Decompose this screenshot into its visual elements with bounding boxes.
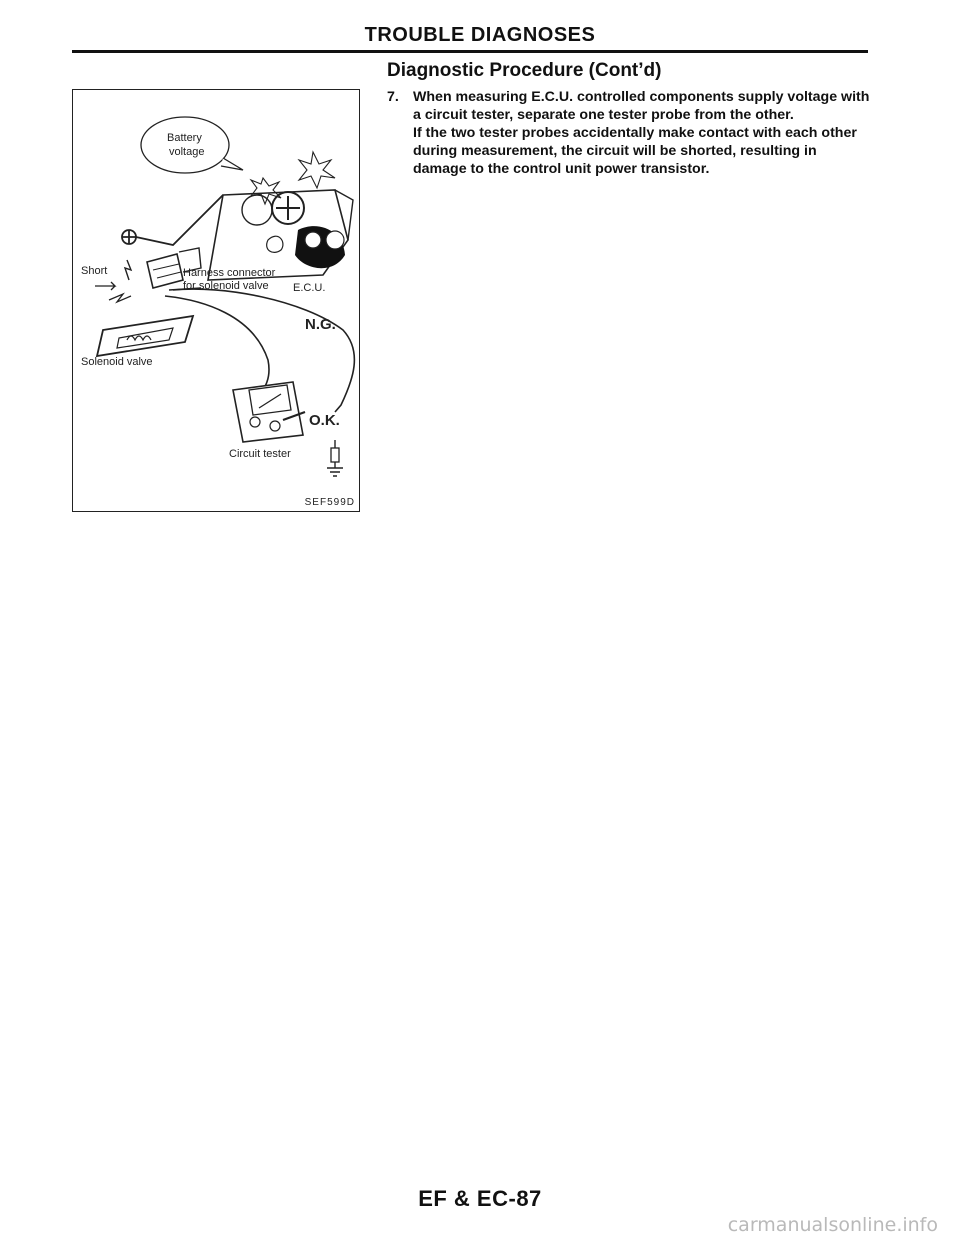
label-harness-connector: Harness connector: [183, 267, 276, 279]
label-solenoid-valve: Solenoid valve: [81, 356, 153, 368]
label-battery: Battery: [167, 132, 202, 144]
header-rule: [72, 50, 868, 53]
solenoid-valve: [97, 316, 193, 356]
spark-burst: [299, 152, 335, 188]
short-arrow-icon: [125, 260, 131, 280]
label-ecu: E.C.U.: [293, 282, 326, 294]
procedure-step: [387, 88, 872, 178]
label-short: Short: [81, 265, 108, 277]
circuit-diagram-illustration: [73, 90, 361, 513]
label-circuit-tester: Circuit tester: [229, 448, 291, 460]
page-header-title: TROUBLE DIAGNOSES: [364, 24, 596, 46]
battery-voltage-bubble: [141, 117, 229, 173]
label-voltage: voltage: [169, 146, 205, 158]
step-paragraph-1: When measuring E.C.U. controlled components supply voltage with a circuit tester, separate one tester probe from the other.: [413, 89, 870, 123]
page-number: EF & EC-87: [418, 1186, 542, 1211]
step-paragraph-2: If the two tester probes accidentally make contact with each other during measurement, the circuit will be shorted, resulting in damage to the control unit power transistor.: [413, 125, 857, 177]
label-ng: N.G.: [305, 316, 336, 333]
label-ok: O.K.: [309, 412, 340, 429]
watermark: carmanualsonline.info: [727, 1214, 938, 1236]
circuit-tester: [233, 382, 303, 442]
figure-code: SEF599D: [304, 497, 355, 508]
section-heading: Diagnostic Procedure (Cont’d): [387, 60, 662, 81]
label-for-solenoid-valve: for solenoid valve: [183, 280, 269, 292]
step-number: 7.: [387, 89, 399, 105]
harness-connector: [147, 254, 183, 288]
diagram-figure: [72, 89, 360, 512]
tester-lead: [165, 296, 269, 402]
